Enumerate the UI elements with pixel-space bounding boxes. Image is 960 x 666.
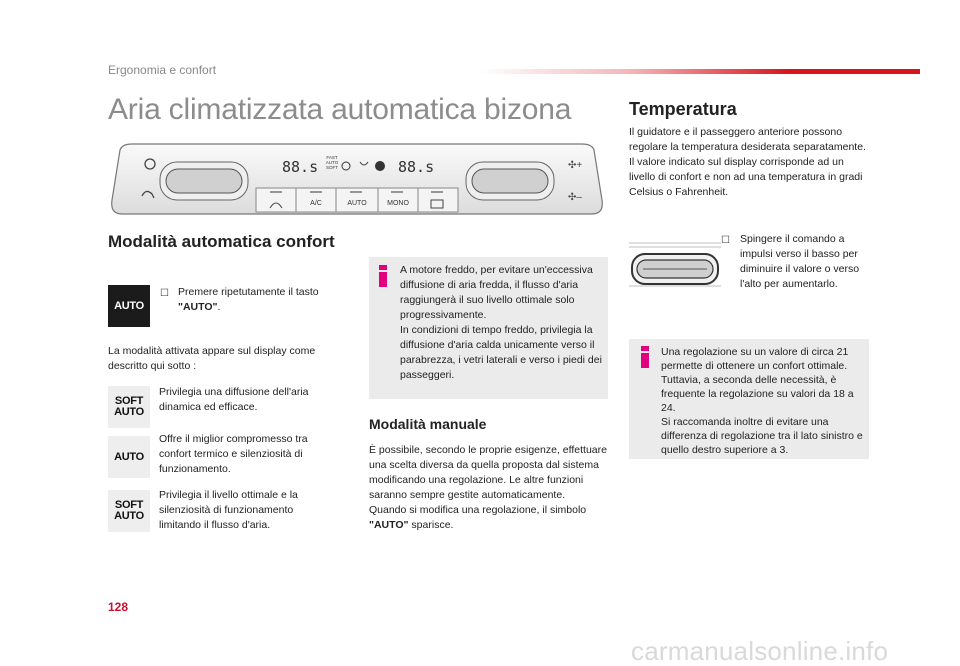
info-icon — [377, 265, 389, 287]
bullet-icon-2: ☐ — [721, 235, 730, 246]
auto-mode-intro: La modalità attivata appare sul display come descritto qui sotto : — [108, 345, 316, 372]
watermark: carmanualsonline.info — [631, 636, 889, 666]
info-box-cold-engine-text: A motore freddo, per evitare un'eccessiva diffusione di aria fredda, il flusso d'aria raggiungerà il suo livello ottimale solo progressivamente. In condizioni di tempo freddo, privilegia la diffusione d'aria calda unicamente verso il parabrezza, i vetri laterali e verso i piedi dei passeggeri. — [400, 264, 602, 381]
page-number: 128 — [108, 600, 129, 614]
section-header: Ergonomia e confort — [108, 63, 217, 77]
auto-instruction-end: . — [217, 301, 221, 313]
info-icon-2 — [639, 346, 651, 368]
manual-mode-text — [369, 443, 607, 533]
manual-mode-heading: Modalità manuale — [369, 416, 487, 432]
soft-auto-badge-2 — [108, 490, 150, 532]
auto-normal-badge — [108, 436, 150, 478]
soft-auto-badge-2-line2: AUTO — [114, 510, 144, 522]
left-temp-display: 88.s — [282, 158, 319, 176]
soft-auto-badge-line2: AUTO — [114, 406, 144, 418]
ac-button-label: A/C — [310, 200, 322, 207]
soft-label: SOFT — [326, 165, 338, 170]
soft-auto-badge — [108, 386, 150, 428]
bullet-icon: ☐ — [160, 288, 169, 299]
mono-button-label: MONO — [387, 200, 409, 207]
fan-minus-icon: ✣– — [568, 192, 582, 203]
auto-instruction — [178, 285, 343, 315]
mode-description-3: Privilegia il livello ottimale e la silenziosità di funzionamento limitando il flusso d'aria. — [159, 489, 298, 531]
manual-mode-text-bold: "AUTO" — [369, 519, 409, 531]
auto-badge — [108, 285, 150, 327]
auto-instruction-bold: "AUTO" — [178, 301, 218, 313]
soft-auto-badge-2-line1: SOFT — [114, 499, 144, 511]
auto-normal-badge-line1: AUTO — [114, 450, 144, 463]
mode-description-2: Offre il miglior compromesso tra confort termico e silenziosità di funzionamento. — [159, 433, 308, 475]
info-box-cold-engine — [369, 257, 608, 399]
soft-auto-badge-line1: SOFT — [114, 395, 144, 407]
auto-instruction-text: Premere ripetutamente il tasto — [178, 286, 319, 298]
temperature-text: Il guidatore e il passeggero anteriore possono regolare la temperatura desiderata separatamente. Il valore indicato sul display corrisponde ad un livello di confort e non ad una temperatura in gradi Celsius o Fahrenheit. — [629, 126, 866, 198]
info-box-temperature — [629, 339, 869, 459]
header-rule — [480, 69, 920, 74]
mode-description-1: Privilegia una diffusione dell'aria dinamica ed efficace. — [159, 386, 309, 413]
temperature-knob-illustration — [629, 240, 721, 290]
climate-control-panel — [108, 140, 606, 220]
auto-badge-label: AUTO — [114, 299, 144, 312]
temperature-instruction: Spingere il comando a impulsi verso il basso per diminuire il valore o verso l'alto per aumentarlo. — [740, 233, 860, 290]
right-temp-display: 88.s — [398, 158, 435, 176]
temperature-heading: Temperatura — [629, 99, 737, 119]
info-box-temperature-text: Una regolazione su un valore di circa 21 permette di ottenere un confort ottimale. Tuttavia, a seconda delle necessità, è frequente la regolazione su valori da 18 a 24. Si raccomanda inoltre di evitare una differenza di regolazione tra il lato sinistro e quello destro superiore a 3. — [661, 346, 863, 456]
auto-button-label: AUTO — [347, 200, 367, 207]
manual-mode-text-main: È possibile, secondo le proprie esigenze, effettuare una scelta diversa da quella proposta dal sistema modificando una regolazione. Le altre funzioni saranno sempre gestite automaticamente. Quando si modifica una regolazione, il simbolo — [369, 444, 607, 516]
manual-mode-text-end: sparisce. — [408, 519, 454, 531]
page-title: Aria climatizzata automatica bizona — [108, 93, 572, 126]
fan-plus-icon: ✣+ — [568, 160, 583, 171]
auto-mode-heading: Modalità automatica confort — [108, 232, 335, 251]
auto-small-label: AUTO — [325, 160, 339, 165]
fast-label: FAST — [326, 155, 338, 160]
